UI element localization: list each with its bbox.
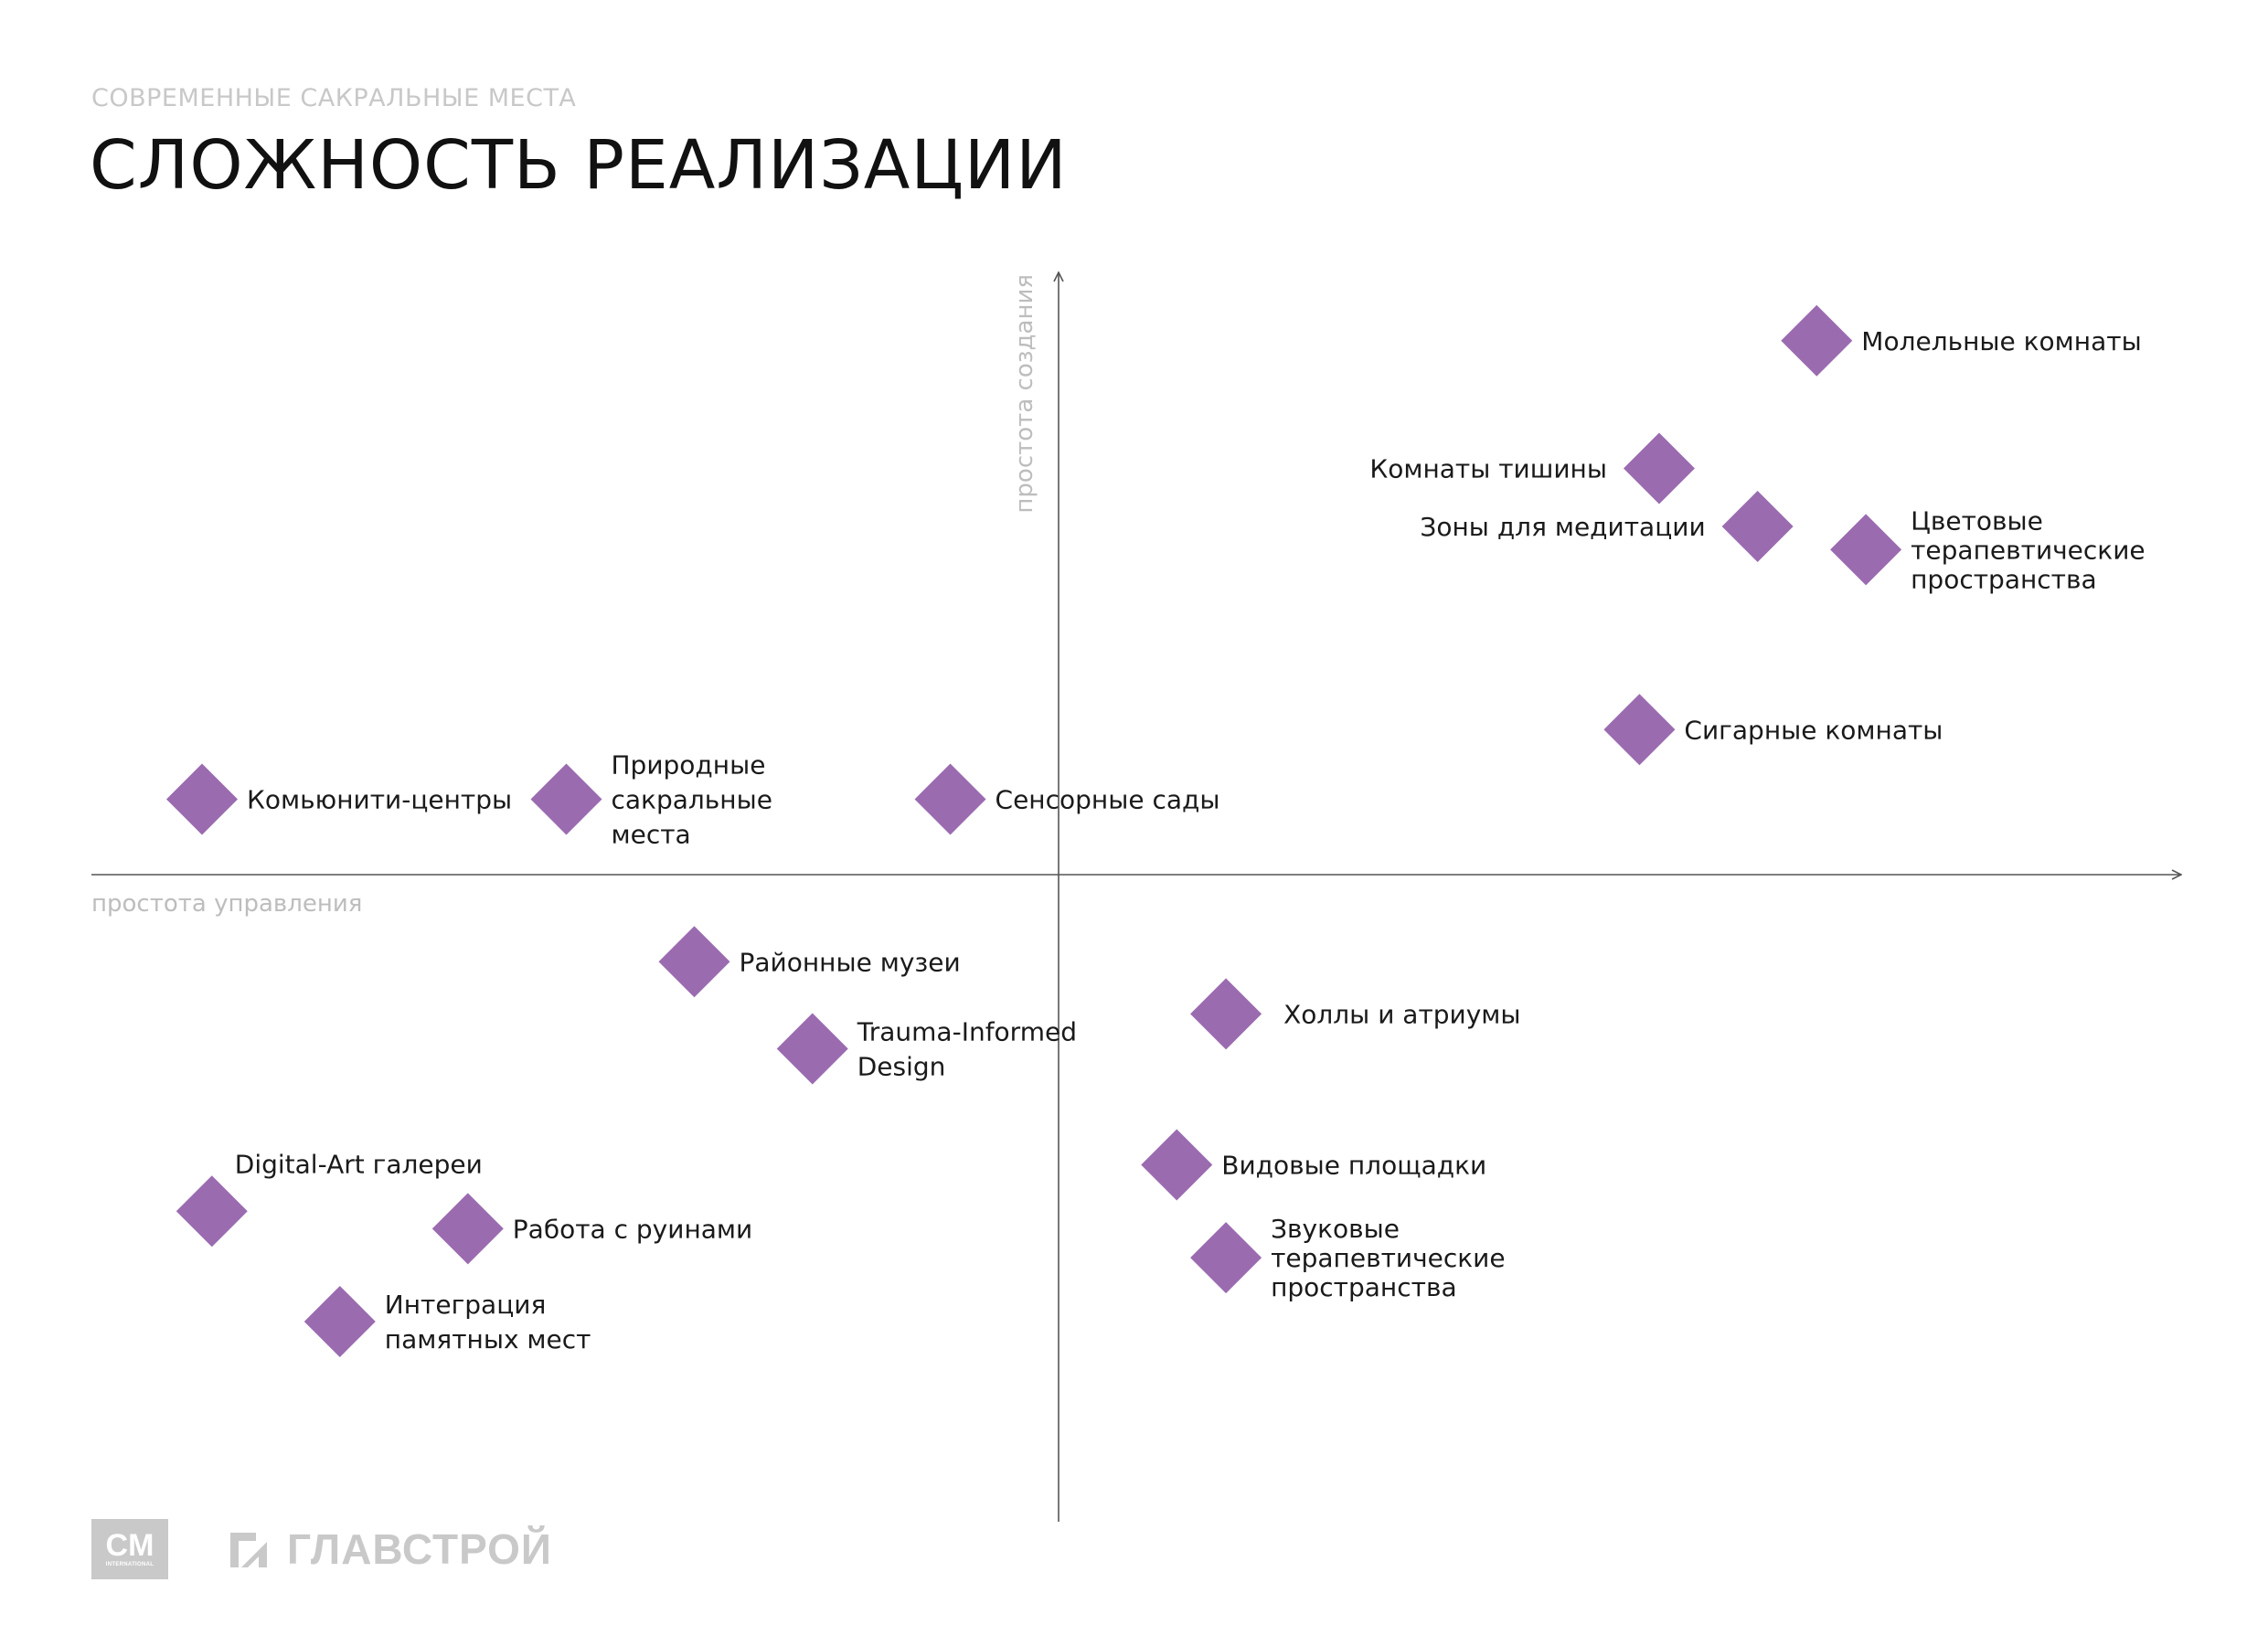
page-supertitle: СОВРЕМЕННЫЕ САКРАЛЬНЫЕ МЕСТА — [91, 84, 577, 112]
cm-logo — [91, 1519, 168, 1579]
point-label: Сигарные комнаты — [1684, 715, 1943, 746]
point-marker — [1603, 694, 1675, 765]
points-layer — [166, 305, 2146, 1357]
page-title: СЛОЖНОСТЬ РЕАЛИЗАЦИИ — [90, 126, 1068, 205]
point-label: Цветовые терапевтические пространства — [1911, 505, 2146, 595]
point-label: Работа с руинами — [512, 1214, 753, 1245]
point-marker — [915, 763, 986, 834]
point-marker — [1781, 305, 1852, 377]
glavstroy-logo — [229, 1524, 552, 1574]
point-label: Digital-Art галереи — [234, 1149, 483, 1180]
point-marker — [176, 1175, 248, 1247]
point-marker — [1141, 1130, 1212, 1201]
point-marker — [1830, 514, 1901, 585]
point-marker — [304, 1286, 376, 1357]
point-label: Зоны для медитации — [1420, 512, 1706, 542]
point-label: Сенсорные сады — [995, 784, 1220, 815]
point-label: Комьюнити-центры — [247, 784, 513, 815]
point-marker — [432, 1193, 504, 1264]
point-marker — [659, 926, 730, 997]
point-marker — [166, 763, 238, 834]
point-label: Видовые площадки — [1221, 1150, 1487, 1181]
point-label: Звуковые терапевтические пространства — [1271, 1214, 1506, 1303]
point-marker — [777, 1014, 848, 1085]
point-marker — [1190, 978, 1262, 1049]
point-marker — [1190, 1222, 1262, 1293]
footer-logos — [91, 1519, 552, 1579]
point-label: Trauma-Informed Design — [857, 1016, 1077, 1082]
point-label: Районные музеи — [739, 947, 961, 978]
cm-logo-letters: CM — [105, 1528, 154, 1563]
cm-logo-subtitle: INTERNATIONAL — [105, 1562, 154, 1567]
point-label: Природные сакральные места — [611, 749, 772, 850]
point-marker — [1722, 491, 1794, 562]
point-label: Интеграция памятных мест — [384, 1289, 591, 1354]
x-axis-label: простота управления — [91, 890, 363, 918]
point-marker — [531, 763, 602, 834]
y-axis-label: простота создания — [1011, 274, 1038, 514]
point-marker — [1624, 433, 1695, 504]
glavstroy-logo-icon — [229, 1529, 269, 1569]
glavstroy-logo-text: ГЛАВСТРОЙ — [287, 1525, 552, 1573]
point-label: Комнаты тишины — [1369, 453, 1607, 484]
point-label: Молельные комнаты — [1861, 325, 2142, 356]
point-label: Холлы и атриумы — [1283, 999, 1521, 1030]
